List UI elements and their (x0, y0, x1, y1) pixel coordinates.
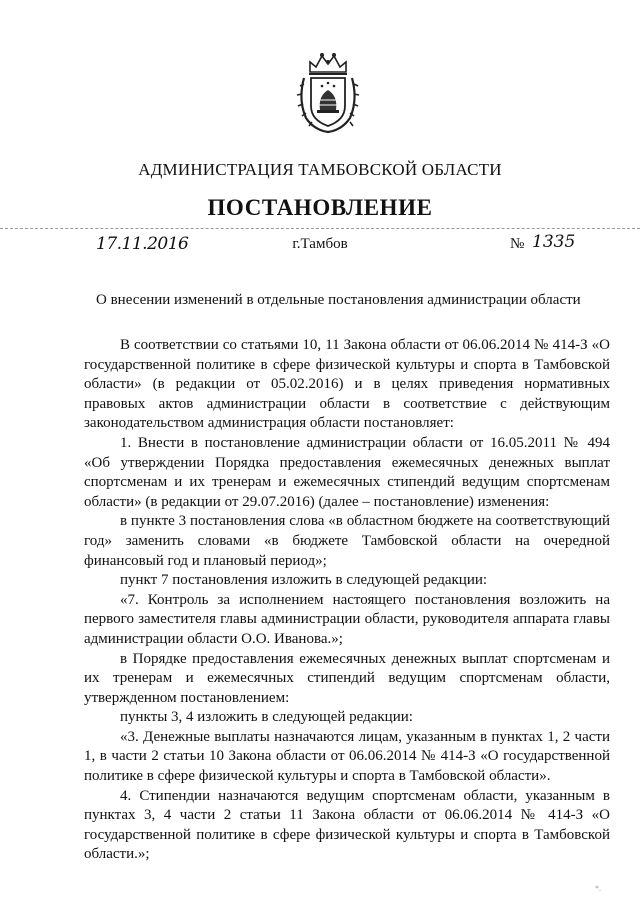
document-body (84, 336, 610, 865)
item-1-amendment-c: в Порядке предоставления ежемесячных денежных выплат спортсменам и их тренерам и ежемесячных стипендий ведущим спортсменам области, утвержденном постановлением: (84, 650, 610, 706)
preamble-paragraph: В соответствии со статьями 10, 11 Закона области от 06.06.2014 № 414-З «О государственной политике в сфере физической культуры и спорта в Тамбовской области» (в редакции от 05.02.2016) и в целях приведения нормативных правовых актов администрации области в соответствие с действующим законодательством администрация области постановляет: (84, 337, 610, 432)
document-subject: О внесении изменений в отдельные постановления администрации области (96, 292, 581, 308)
item-1-amendment-c-1-point-3: «3. Денежные выплаты назначаются лицам, указанным в пунктах 1, 2 части 1, в части 2 статьи 10 Закона области от 06.06.2014 № 414-З «О государственной политике в сфере физической культуры и спорта в Тамбовской области». (84, 728, 610, 785)
item-1-amendment-b: пункт 7 постановления изложить в следующей редакции: (120, 572, 488, 589)
item-1-amendment-c-1: пункты 3, 4 изложить в следующей редакции: (120, 709, 413, 726)
item-1-amendment-b-text: «7. Контроль за исполнением настоящего постановления возложить на первого заместителя главы администрации области, руководителя аппарата главы администрации области О.О. Иванова.»; (84, 591, 610, 647)
organization-name: АДМИНИСТРАЦИЯ ТАМБОВСКОЙ ОБЛАСТИ (138, 160, 502, 179)
document-city: г.Тамбов (292, 236, 348, 252)
corner-mark: *. (595, 884, 601, 893)
item-1-amendment-c-1-point-4: 4. Стипендии назначаются ведущим спортсменам области, указанным в пунктах 3, 4 части 2 статьи 11 Закона области от 06.06.2014 № 414-З «О государственной политике в сфере физической культуры и спорта в Тамбовской области.»; (84, 787, 610, 863)
tambov-coat-of-arms-icon (296, 50, 360, 134)
header-divider (0, 228, 640, 229)
document-date: 17.11.2016 (96, 234, 189, 254)
document-number-label: № (510, 236, 525, 252)
document-number: 1335 (532, 232, 576, 252)
document-type-title: ПОСТАНОВЛЕНИЕ (207, 195, 433, 220)
item-1-paragraph: 1. Внести в постановление администрации области от 16.05.2011 № 494 «Об утверждении Порядка предоставления ежемесячных денежных выплат спортсменам и их тренерам и ежемесячных стипендий ведущим спортсменам области» (в редакции от 29.07.2016) (далее – постановление) изменения: (84, 434, 610, 510)
item-1-amendment-a: в пункте 3 постановления слова «в областном бюджете на соответствующий год» заменить словами «в бюджете Тамбовской области на очередной финансовый год и плановый период»; (84, 513, 610, 569)
